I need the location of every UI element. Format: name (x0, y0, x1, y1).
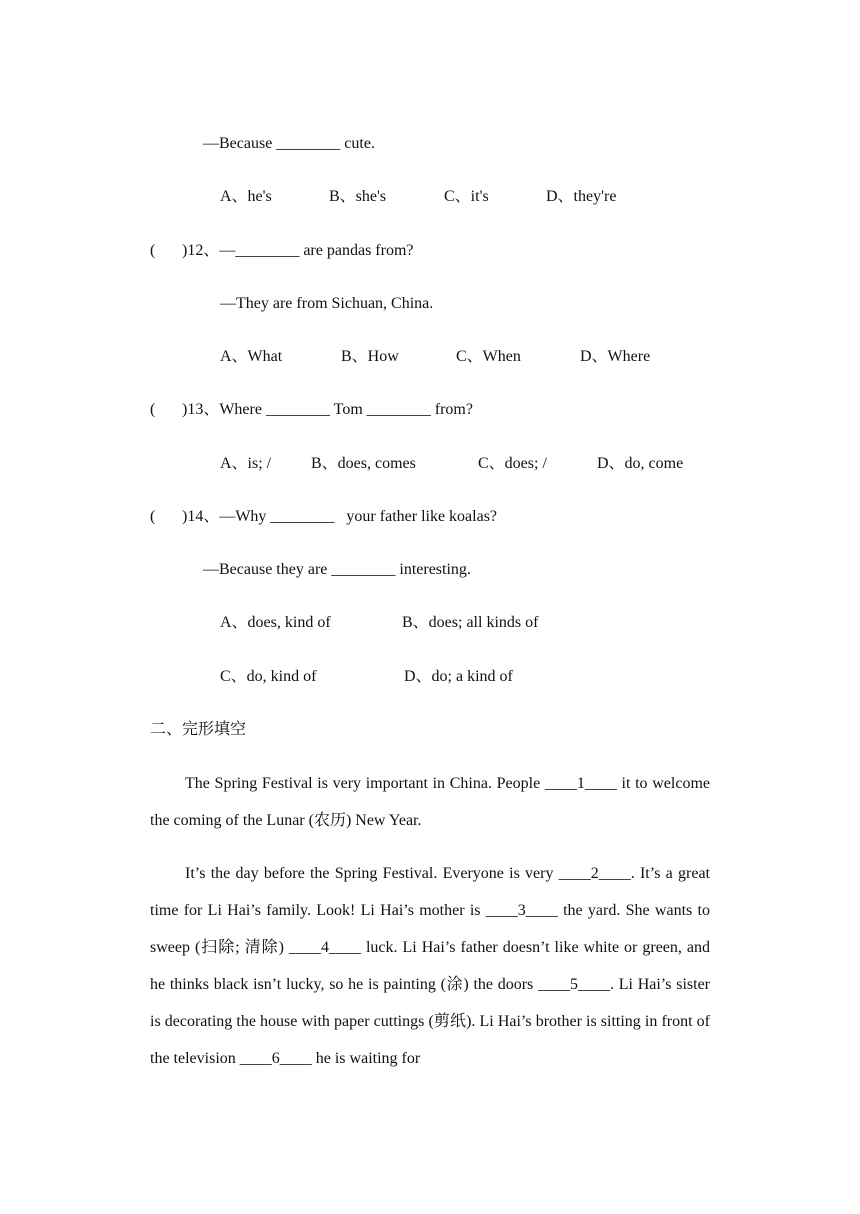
q11-option-d[interactable]: D、they're (546, 188, 617, 205)
q14-option-c[interactable]: C、do, kind of (220, 668, 317, 685)
q14-option-d[interactable]: D、do; a kind of (404, 668, 513, 685)
q12-option-b[interactable]: B、How (341, 348, 399, 365)
q14-stem: )14、—Why ________ your father like koalas? (182, 508, 498, 525)
q14-answer-line: —Because they are ________ interesting. (203, 561, 471, 578)
cloze-paragraph-1: The Spring Festival is very important in China. People ____1____ it to welcome the coming of the Lunar (农历) New Year. (150, 775, 710, 829)
q13-option-d[interactable]: D、do, come (597, 455, 684, 472)
q13-option-c[interactable]: C、does; / (478, 455, 547, 472)
q12-option-a[interactable]: A、What (220, 348, 283, 365)
q13-option-b[interactable]: B、does, comes (311, 455, 416, 472)
q11-option-b[interactable]: B、she's (329, 188, 387, 205)
q12-option-d[interactable]: D、Where (580, 348, 651, 365)
q12-stem: )12、—________ are pandas from? (182, 242, 414, 259)
section-heading: 二、完形填空 (150, 721, 247, 738)
q14-option-b[interactable]: B、does; all kinds of (402, 614, 539, 631)
q13-answer-paren[interactable]: ( (150, 401, 156, 418)
q14-answer-paren[interactable]: ( (150, 508, 156, 525)
q11-option-a[interactable]: A、he's (220, 188, 272, 205)
q13-stem: )13、Where ________ Tom ________ from? (182, 401, 473, 418)
q12-answer-paren[interactable]: ( (150, 242, 156, 259)
q11-answer-line: —Because ________ cute. (203, 135, 375, 152)
q13-option-a[interactable]: A、is; / (220, 455, 272, 472)
q12-answer-line: —They are from Sichuan, China. (220, 295, 434, 312)
q12-option-c[interactable]: C、When (456, 348, 521, 365)
cloze-paragraph-2: It’s the day before the Spring Festival. Everyone is very ____2____. It’s a great time for Li Hai’s family. Look! Li Hai’s mother is ____3____ the yard. She wants to sweep (扫除; 清除) ____4____ luck. Li Hai’s father doesn’t like white or green, and he thinks black isn’t lucky, so he is painting (涂) the doors ____5____. Li Hai’s sister is decorating the house with paper cuttings (剪纸). Li Hai’s brother is sitting in front of the television ____6____ he is waiting for (150, 865, 710, 1067)
q11-option-c[interactable]: C、it's (444, 188, 489, 205)
q14-option-a[interactable]: A、does, kind of (220, 614, 331, 631)
